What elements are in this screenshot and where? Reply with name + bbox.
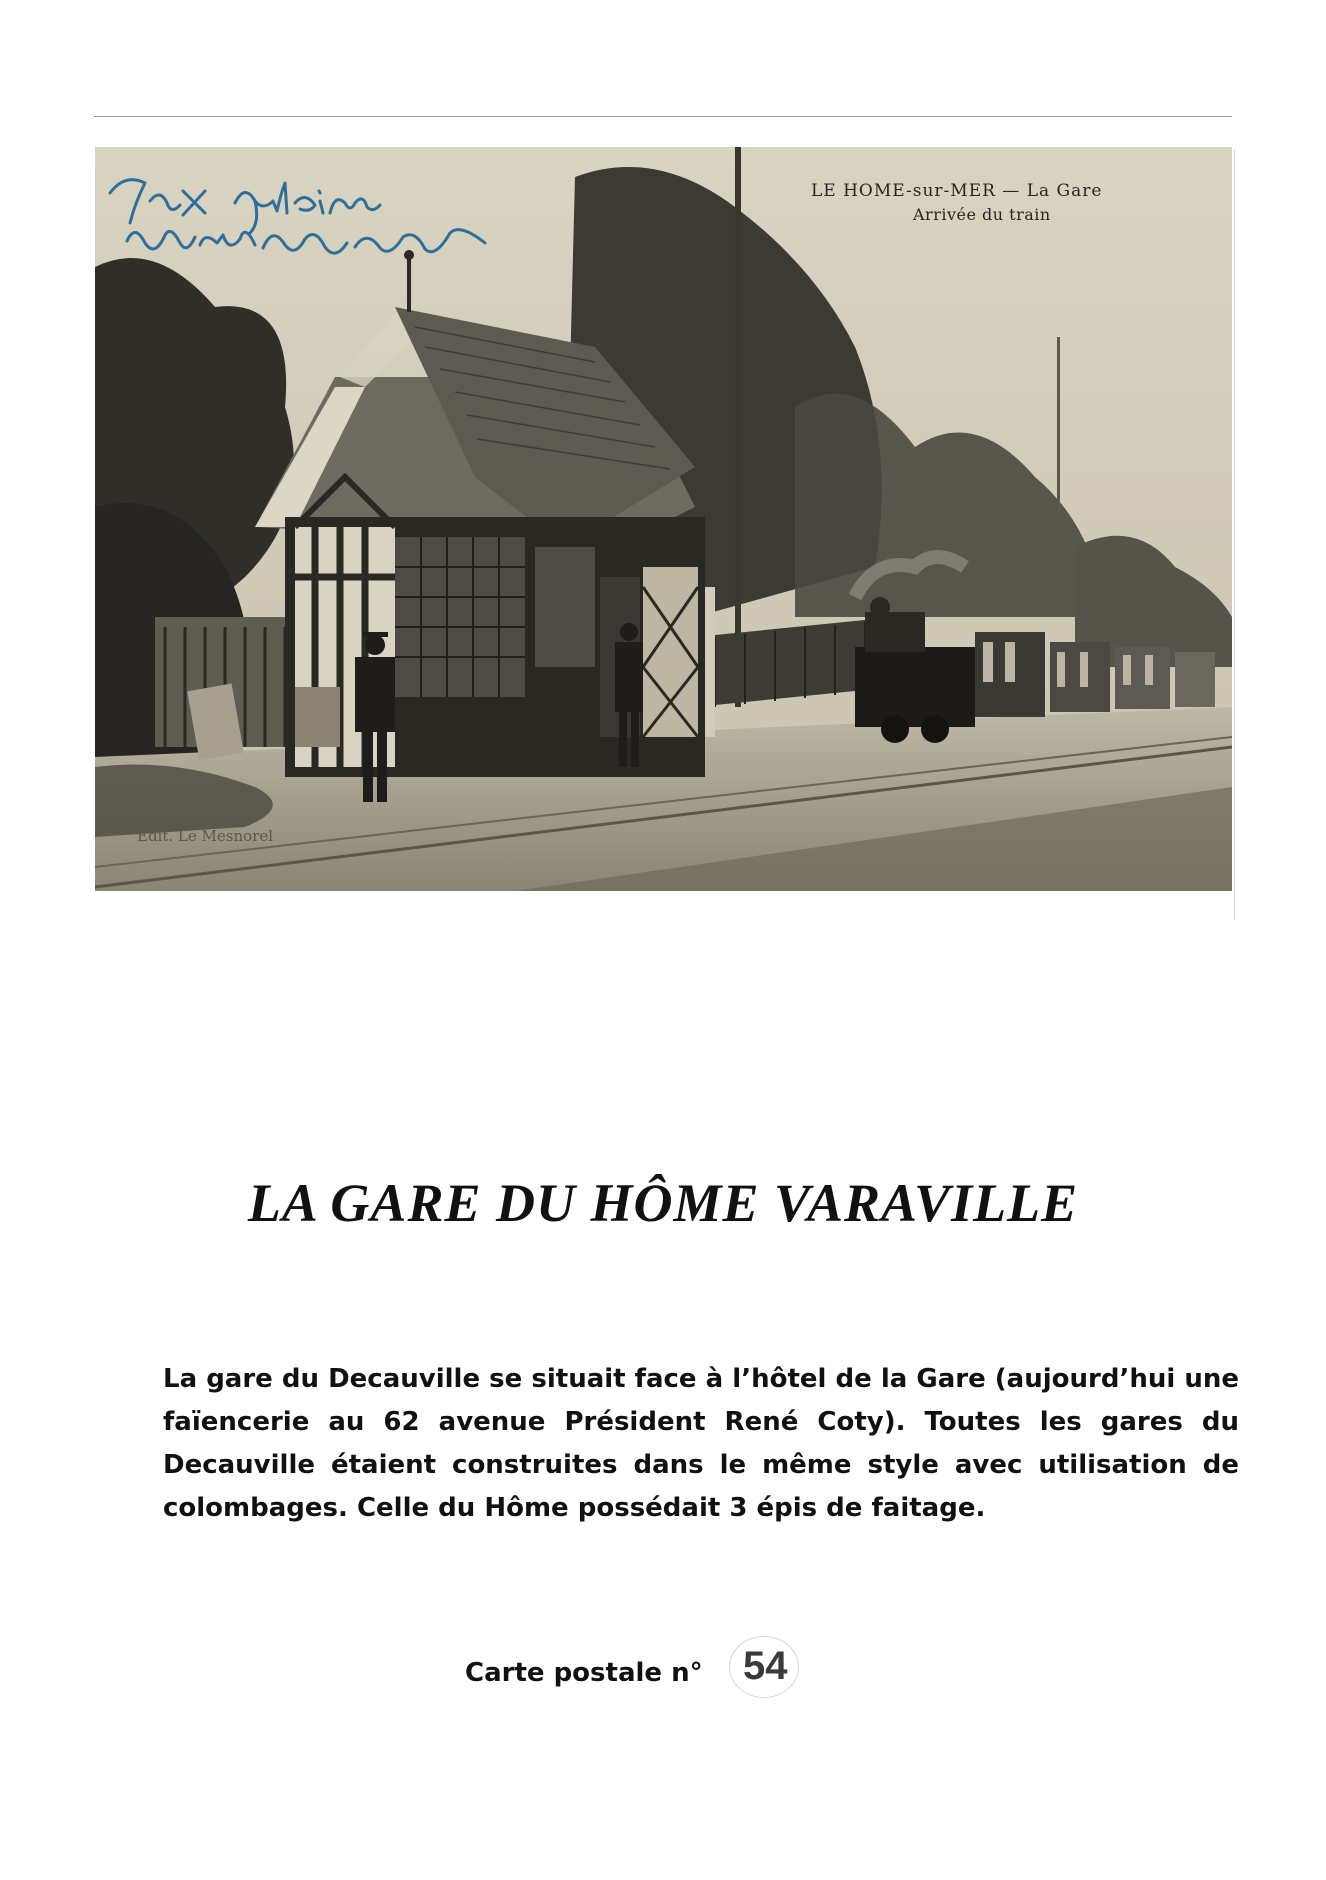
postcard-number-label: Carte postale n° (465, 1658, 703, 1688)
postcard-title: LE HOME-sur-MER — La Gare (811, 181, 1103, 201)
postcard-subtitle: Arrivée du train (913, 205, 1051, 224)
postcard-editor: Edit. Le Mesnorel (137, 827, 273, 845)
postcard-photo (95, 147, 1232, 891)
postcard-number: 54 (743, 1644, 788, 1688)
body-paragraph: La gare du Decauville se situait face à l’hôtel de la Gare (aujourd’hui une faïencerie au 62 avenue Président René Coty). Toutes les gares du Decauville étaient construites dans le même style avec utilisation de colombages. Celle du Hôme possédait 3 épis de faitage. (163, 1364, 1239, 1523)
side-rule (1234, 150, 1235, 920)
postcard-image (95, 147, 1232, 891)
top-rule (94, 116, 1232, 117)
page-title: LA GARE DU HÔME VARAVILLE (247, 1173, 1079, 1233)
